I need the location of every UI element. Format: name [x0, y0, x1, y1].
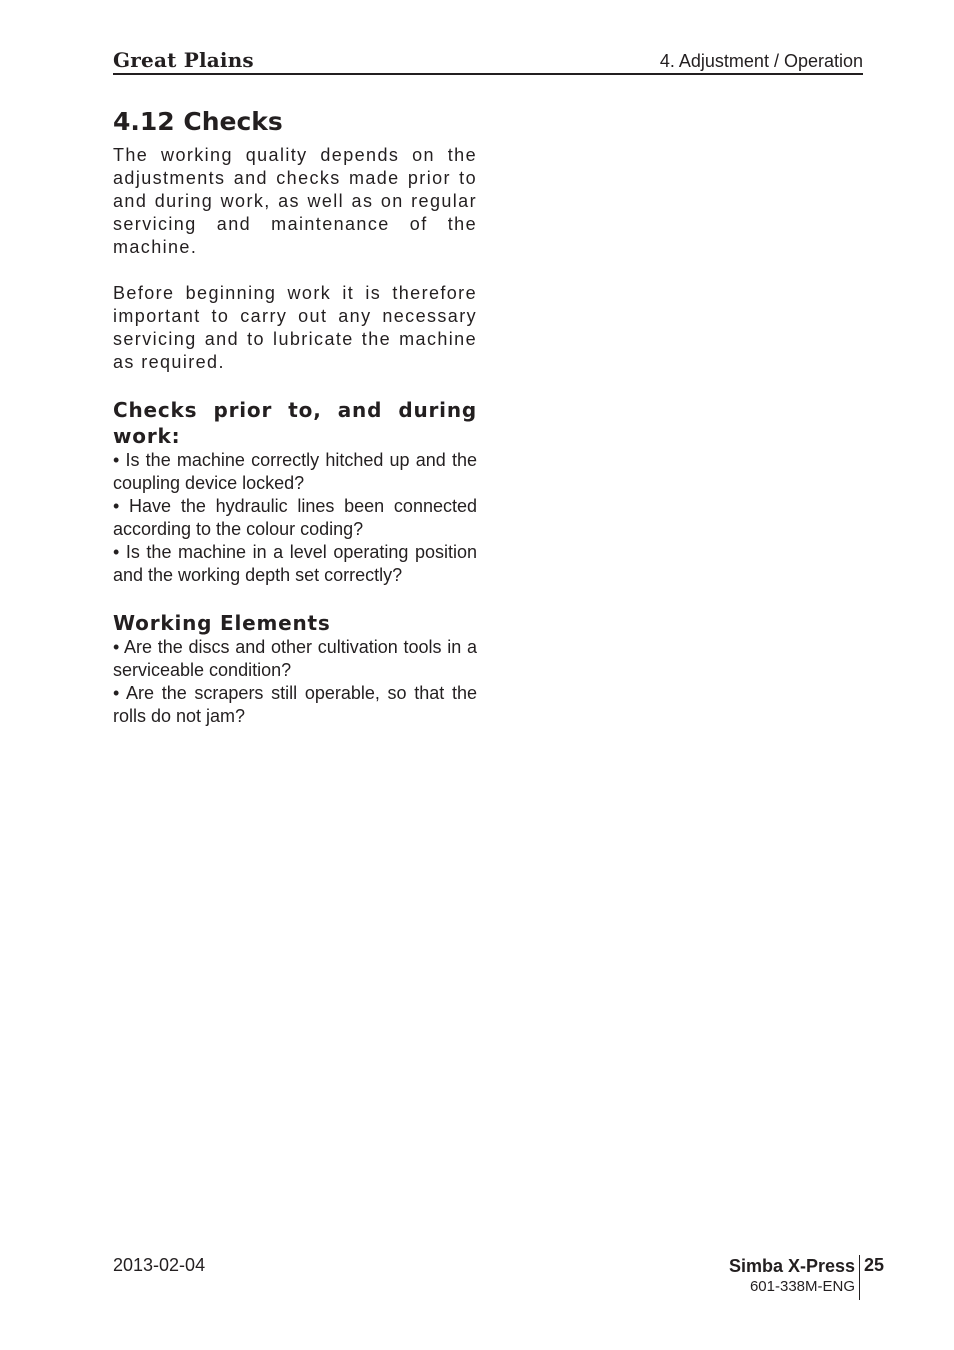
- page-number: 25: [864, 1255, 885, 1275]
- checks-heading: Checks prior to, and during work:: [113, 398, 477, 448]
- footer-document-number: 601-338M-ENG: [749, 1278, 855, 1295]
- intro-paragraph: Before beginning work it is therefore important to carry out any necessary servicing and to lubricate the machine as required.: [113, 283, 477, 372]
- footer-date: 2013-02-04: [113, 1255, 206, 1275]
- checklist-item: • Are the scrapers still operable, so that the rolls do not jam?: [113, 683, 477, 726]
- working-elements-heading: Working Elements: [113, 611, 331, 635]
- brand-logo: Great Plains: [113, 48, 254, 72]
- checklist-item: • Have the hydraulic lines been connected according to the colour coding?: [113, 496, 477, 539]
- chapter-title: 4. Adjustment / Operation: [659, 51, 863, 71]
- main-content: [113, 106, 477, 728]
- header-divider: [113, 73, 863, 75]
- footer-divider: [859, 1255, 860, 1300]
- checklist-item: • Are the discs and other cultivation tools in a serviceable condition?: [113, 637, 477, 680]
- intro-paragraph: The working quality depends on the adjustments and checks made prior to and during work, as well as on regular servicing and maintenance of the machine.: [113, 145, 477, 257]
- checklist-item: • Is the machine correctly hitched up and the coupling device locked?: [113, 450, 477, 493]
- section-title: 4.12 Checks: [113, 107, 283, 136]
- checklist-item: • Is the machine in a level operating position and the working depth set correctly?: [113, 542, 477, 585]
- footer-product-name: Simba X-Press: [728, 1256, 855, 1276]
